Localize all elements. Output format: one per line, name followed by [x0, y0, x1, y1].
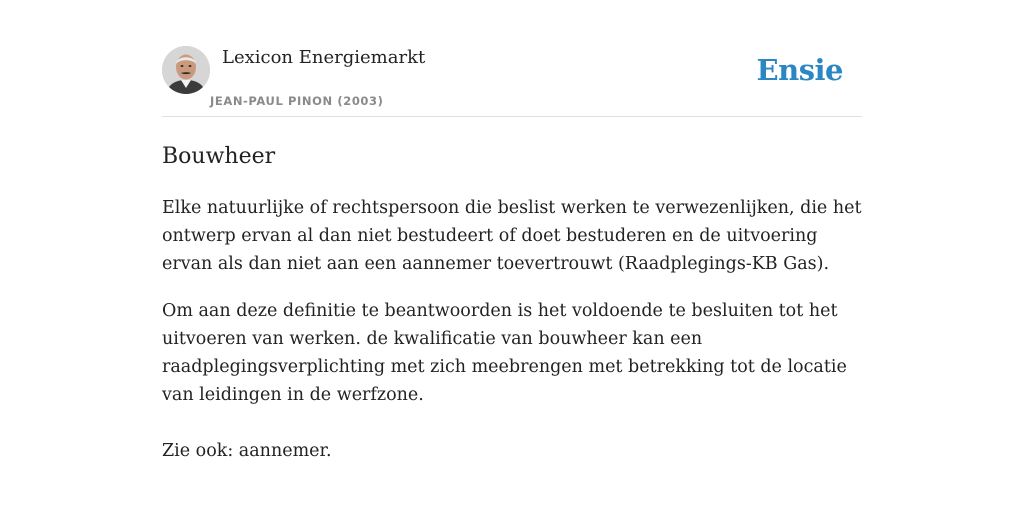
definition-paragraph: Om aan deze definitie te beantwoorden is het voldoende te besluiten tot het uitvoeren van werken. de kwalificatie van bouwheer kan een raadplegingsverplichting met zich meebrengen met betrekking tot de locatie van leidingen in de werfzone. — [162, 301, 847, 405]
book-title[interactable]: Lexicon Energiemarkt — [222, 47, 426, 68]
entry-header — [162, 46, 862, 117]
brand-logo[interactable]: Ensie — [756, 53, 843, 87]
author-name[interactable]: JEAN-PAUL PINON (2003) — [210, 94, 384, 108]
entry-term: Bouwheer — [162, 144, 276, 169]
definition-paragraph: Elke natuurlijke of rechtspersoon die beslist werken te verwezenlijken, die het ontwerp ervan al dan niet bestudeert of doet bestuderen en de uitvoering ervan als dan niet aan een aannemer toevertrouwt (Raadplegings-KB Gas). — [162, 198, 862, 274]
see-also[interactable]: Zie ook: aannemer. — [162, 441, 332, 461]
entry-card — [162, 46, 862, 465]
author-portrait-icon — [162, 46, 210, 94]
author-avatar[interactable] — [162, 46, 210, 94]
